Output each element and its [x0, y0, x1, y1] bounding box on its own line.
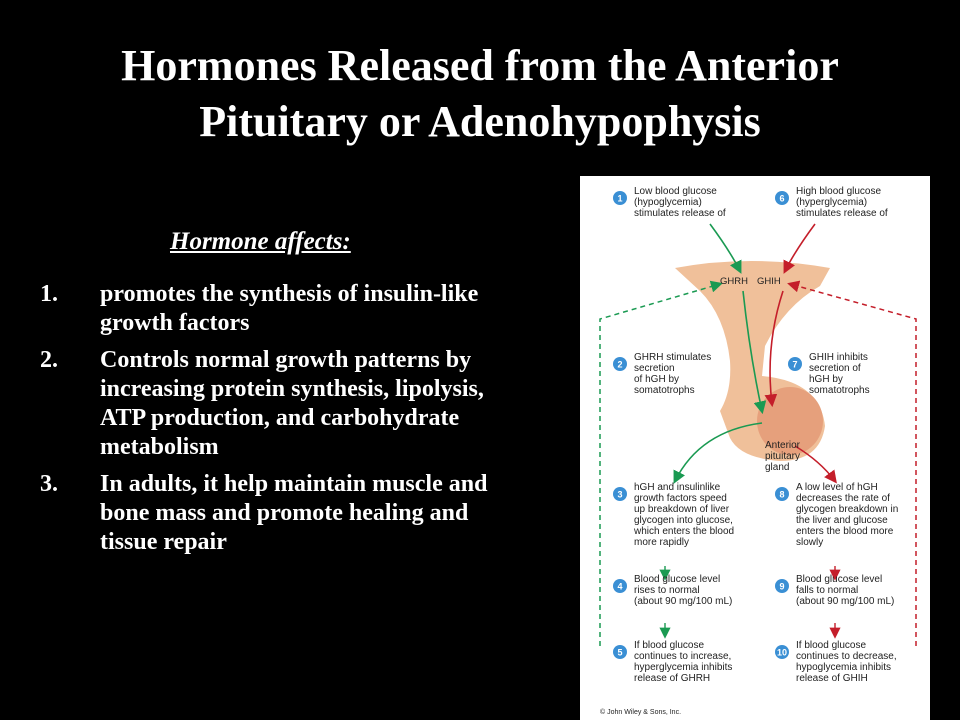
step-text-line: rises to normal — [634, 585, 700, 596]
step-text-line: release of GHIH — [796, 673, 868, 684]
step-text-line: High blood glucose — [796, 186, 882, 197]
step-text-line: secretion — [634, 363, 675, 374]
title-line-2: Pituitary or Adenohypophysis — [199, 97, 761, 146]
item-text: promotes the synthesis of insulin-like growth factors — [100, 281, 479, 336]
item-number: 1. — [40, 281, 58, 307]
step-text-line: secretion of — [809, 363, 861, 374]
step-text-line: continues to increase, — [634, 651, 732, 662]
list-item — [40, 346, 530, 462]
step-text-line: Low blood glucose — [634, 186, 717, 197]
step-text-line: A low level of hGH — [796, 482, 878, 493]
step-text-line: slowly — [796, 537, 824, 548]
gland-label-line: gland — [765, 462, 790, 473]
step-text-line: Blood glucose level — [634, 574, 721, 585]
step-number: 1 — [617, 193, 623, 204]
step-text-line: GHIH inhibits — [809, 352, 868, 363]
step-text-line: release of GHRH — [634, 673, 711, 684]
step-text-line: somatotrophs — [634, 385, 695, 396]
step-text-line: Blood glucose level — [796, 574, 883, 585]
title-line-1: Hormones Released from the Anterior — [121, 41, 839, 90]
gland-label-line: Anterior — [765, 440, 801, 451]
step-text-line: falls to normal — [796, 585, 859, 596]
step-number: 10 — [776, 647, 788, 658]
step-text-line: hypoglycemia inhibits — [796, 662, 892, 673]
ghih-label: GHIH — [757, 276, 781, 287]
step-number: 5 — [617, 647, 623, 658]
step-text-line: hyperglycemia inhibits — [634, 662, 733, 673]
step-number: 9 — [779, 581, 785, 592]
step-text-line: stimulates release of — [796, 208, 888, 219]
step-text-line: (about 90 mg/100 mL) — [634, 596, 733, 607]
glucose-regulation-figure — [580, 176, 930, 720]
step-text-line: GHRH stimulates — [634, 352, 712, 363]
list-item — [40, 470, 530, 557]
step-text-line: (about 90 mg/100 mL) — [796, 596, 895, 607]
step-text-line: growth factors speed — [634, 493, 727, 504]
copyright-text: © John Wiley & Sons, Inc. — [600, 709, 682, 716]
step-number: 4 — [617, 581, 623, 592]
step-text-line: glycogen breakdown in — [796, 504, 899, 515]
step-text-line: If blood glucose — [796, 640, 867, 651]
step-text-line: continues to decrease, — [796, 651, 897, 662]
step-number: 3 — [617, 489, 623, 500]
item-text: In adults, it help maintain muscle and bone mass and promote healing and tissue repair — [100, 471, 488, 555]
step-number: 6 — [779, 193, 785, 204]
step-number: 8 — [779, 489, 785, 500]
step-text-line: of hGH by — [634, 374, 680, 385]
step-number: 2 — [617, 359, 623, 370]
step-text-line: stimulates release of — [634, 208, 726, 219]
item-number: 2. — [40, 347, 58, 373]
step-text-line: decreases the rate of — [796, 493, 890, 504]
step-text-line: enters the blood more — [796, 526, 894, 537]
step-text-line: which enters the blood — [634, 526, 735, 537]
step-text-line: the liver and glucose — [796, 515, 888, 526]
subtitle: Hormone affects: — [170, 228, 351, 255]
step-text-line: hGH by — [809, 374, 843, 385]
item-number: 3. — [40, 471, 58, 497]
step-text-line: (hypoglycemia) — [634, 197, 702, 208]
step-text-line: hGH and insulinlike — [634, 482, 721, 493]
step-text-line: (hyperglycemia) — [796, 197, 868, 208]
step-text-line: up breakdown of liver — [634, 504, 730, 515]
figure-canvas — [580, 176, 930, 720]
step-text-line: more rapidly — [634, 537, 690, 548]
slide-title — [0, 38, 960, 150]
list-item — [40, 280, 530, 338]
gland-label-line: pituitary — [765, 451, 801, 462]
points-list — [40, 280, 530, 565]
step-number: 7 — [792, 359, 798, 370]
step-text-line: If blood glucose — [634, 640, 705, 651]
step-text-line: glycogen into glucose, — [634, 515, 733, 526]
step-text-line: somatotrophs — [809, 385, 870, 396]
ghrh-label: GHRH — [720, 276, 748, 287]
item-text: Controls normal growth patterns by increasing protein synthesis, lipolysis, ATP production, and carbohydrate metabolism — [100, 347, 484, 460]
